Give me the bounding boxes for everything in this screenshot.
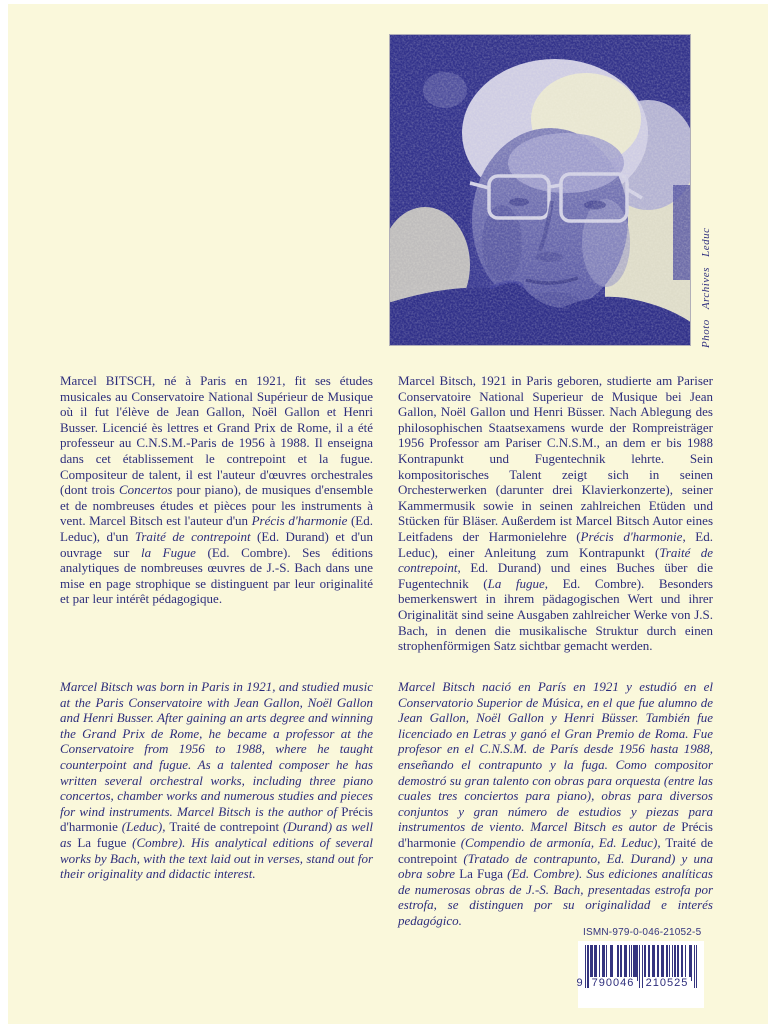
barcode-bar xyxy=(682,945,683,981)
bio-text-run: Marcel Bitsch was born in Paris in 1921, and studied music at the Paris Conservatoire with Jean Gallon, Noël Gallon and Henri Busser. After gaining an arts degree and winning the Grand Prix de Rome, he became a professor at the Conservatoire from 1956 to 1988, where he taught counterpoint and fugue. As a talented composer he has written several orchestral works, including three piano concertos, chamber works and numerous studies and pieces for wind instruments. Marcel Bitsch is the author of xyxy=(60,679,373,819)
bio-text-run: Marcel Bitsch nació en París en 1921 y estudió en el Conservatorio Superior de Música, en el que fue alumno de Jean Gallon, Noël Gallon y Henri Büsser. También fue licenciado en Letras y ganó el Gran Premio de Roma. Fue profesor en el C.N.S.M. de París desde 1956 hasta 1988, enseñando el contrapunto y la fuga. Como compositor demostró su gran talento con obras para orquesta (entre las cuales tres conciertos para piano), obras para diversos conjuntos y gran número de estudios y piezas para instrumentos de viento. Marcel Bitsch es autor de xyxy=(398,679,713,835)
bio-text-run: , Ed. Durand) und eines Buches über die Fugentechnik ( xyxy=(398,560,713,591)
bio-text-run: (Ed. Leduc), d'un xyxy=(60,513,373,544)
bio-paragraph-english xyxy=(60,679,373,882)
bio-text-run: Traité de contrepoint xyxy=(398,544,713,576)
bio-text-run: , Ed. Combre). Besonders bemerkenswert in ihrem pädagogischen Wert und ihrer Originalität sind seine Ausgaben zahlreicher Werke von J.S. Bach, in denen die musikalische Struktur durch einen strophenförmigen Satz sichtbar gemacht werden. xyxy=(398,575,713,654)
photo-credit: Photo Archives Leduc xyxy=(700,227,712,348)
barcode-bar xyxy=(606,945,607,981)
bio-text-run: Précis d'harmonie xyxy=(251,513,348,529)
scan-edge-left xyxy=(0,0,8,1024)
barcode-bar xyxy=(666,945,667,981)
bio-text-run: (Combre). His analytical editions of several works by Bach, with the text laid out in verses, stand out for their originality and didactic interest. xyxy=(60,834,374,882)
barcode-bar xyxy=(658,945,659,981)
barcode-digits-right: 210525 xyxy=(643,977,691,989)
bio-text-run: (Durand) as well as xyxy=(60,819,373,850)
portrait-photo xyxy=(390,35,690,345)
barcode-bar xyxy=(691,945,692,981)
barcode-lead-digit: 9 xyxy=(576,977,584,989)
barcode-bar xyxy=(645,945,646,981)
bio-text-run: Concertos xyxy=(118,482,173,498)
barcode-bar xyxy=(629,945,630,981)
barcode-bar xyxy=(685,945,686,981)
barcode-bar xyxy=(596,945,597,981)
barcode-bar xyxy=(618,945,619,981)
bio-text-run: Précis d'harmonie xyxy=(60,803,373,835)
barcode-bar xyxy=(696,945,697,988)
ismn-label: ISMN-979-0-046-21052-5 xyxy=(583,927,702,938)
barcode-bar xyxy=(620,945,621,981)
barcode-bar xyxy=(649,945,650,981)
bio-paragraph-german xyxy=(398,373,713,654)
bio-text-run: La fugue xyxy=(77,834,127,850)
barcode-bar xyxy=(678,945,679,981)
bio-paragraph-french xyxy=(60,373,373,607)
bio-text-run: (Leduc), xyxy=(117,819,170,835)
barcode-bar xyxy=(663,945,664,981)
barcode-bar xyxy=(612,945,613,981)
bio-text-run: (Tratado de contrapunto, Ed. Durand) y una obra sobre xyxy=(398,850,713,882)
bio-text-run: (Ed. Combre). Ses éditions analytiques de nombreuses œuvres de J.-S. Bach dans une mise en page strophique se distinguent par leur originalité et par leur intérêt pédagogique. xyxy=(60,544,373,607)
bio-text-run: La Fuga xyxy=(459,866,504,882)
barcode-bar xyxy=(626,945,627,981)
barcode-block xyxy=(578,927,710,1013)
barcode-bar xyxy=(585,945,586,988)
bio-text-run: (Ed. Durand) et d'un ouvrage sur xyxy=(60,528,374,560)
barcode-bar xyxy=(694,945,695,988)
bio-text-run: Traité de contrepoint xyxy=(134,528,251,544)
bio-text-run: pour piano), de musiques d'ensemble et de nombreuses études et pièces pour les instruments à vent. Marcel Bitsch est l'auteur d'un xyxy=(60,482,373,529)
barcode-digits-left: 790046 xyxy=(589,977,637,989)
bio-text-run: Précis d'harmonie xyxy=(398,819,713,850)
scan-edge-top xyxy=(0,0,768,4)
bio-text-run: (Ed. Combre). Sus ediciones analíticas de numerosas obras de J.-S. Bach, presentadas estrofa por estrofa, se distinguen por su originalidad e interés pedagógico. xyxy=(398,866,713,928)
bio-text-run: Traité de contrepoint xyxy=(398,834,713,866)
bio-text-run: Précis d'harmonie xyxy=(580,528,683,544)
barcode-bar xyxy=(599,945,600,981)
barcode-bar xyxy=(637,945,638,981)
bio-text-run: Marcel Bitsch, 1921 in Paris geboren, studierte am Pariser Conservatoire National Superieur de Musique bei Jean Gallon, Noël Gallon und Henri Büsser. Nach Ablegung des philosophischen Staatsexamens wurde der Rompreisträger 1956 Professor am Pariser C.N.S.M., an dem er bis 1988 Kontrapunkt und Fugentechnik lehrte. Sein kompositorisches Talent zeigt sich in seinen Orchesterwerken (darunter drei Klavierkonzerte), seiner Kammermusik sowie in seinen zahlreichen Etüden und Stücken für Bläser. Außerdem ist Marcel Bitsch Autor eines Leitfadens der Harmonielehre ( xyxy=(398,373,713,544)
bio-text-run: La fugue xyxy=(487,575,545,591)
bio-text-run: , Ed. Leduc), einer Anleitung zum Kontrapunkt ( xyxy=(398,528,713,560)
bio-text-run: la Fugue xyxy=(140,544,196,560)
bio-paragraph-spanish xyxy=(398,679,713,929)
barcode-bar xyxy=(604,945,605,981)
barcode-bar xyxy=(675,945,676,981)
barcode-bar xyxy=(653,945,654,981)
bio-text-run: (Compendio de armonía, Ed. Leduc), xyxy=(455,834,666,850)
barcode-bar xyxy=(669,945,670,981)
barcode-bar xyxy=(631,945,632,981)
barcode-bar xyxy=(639,945,640,988)
portrait-photo-art xyxy=(390,35,690,345)
bio-text-run: Traité de contrepoint xyxy=(169,819,280,835)
bio-text-run: Marcel BITSCH, né à Paris en 1921, fit ses études musicales au Conservatoire National Supérieur de Musique où il fut l'élève de Jean Gallon, Noël Gallon et Henri Busser. Licencié ès lettres et Grand Prix de Rome, il a été professeur au C.N.S.M.-Paris de 1956 à 1988. Il enseigna dans cet établissement le contrepoint et la fugue. Compositeur de talent, il est l'auteur d'œuvres orchestrales (dont trois xyxy=(60,373,373,498)
barcode-bar xyxy=(592,945,593,981)
